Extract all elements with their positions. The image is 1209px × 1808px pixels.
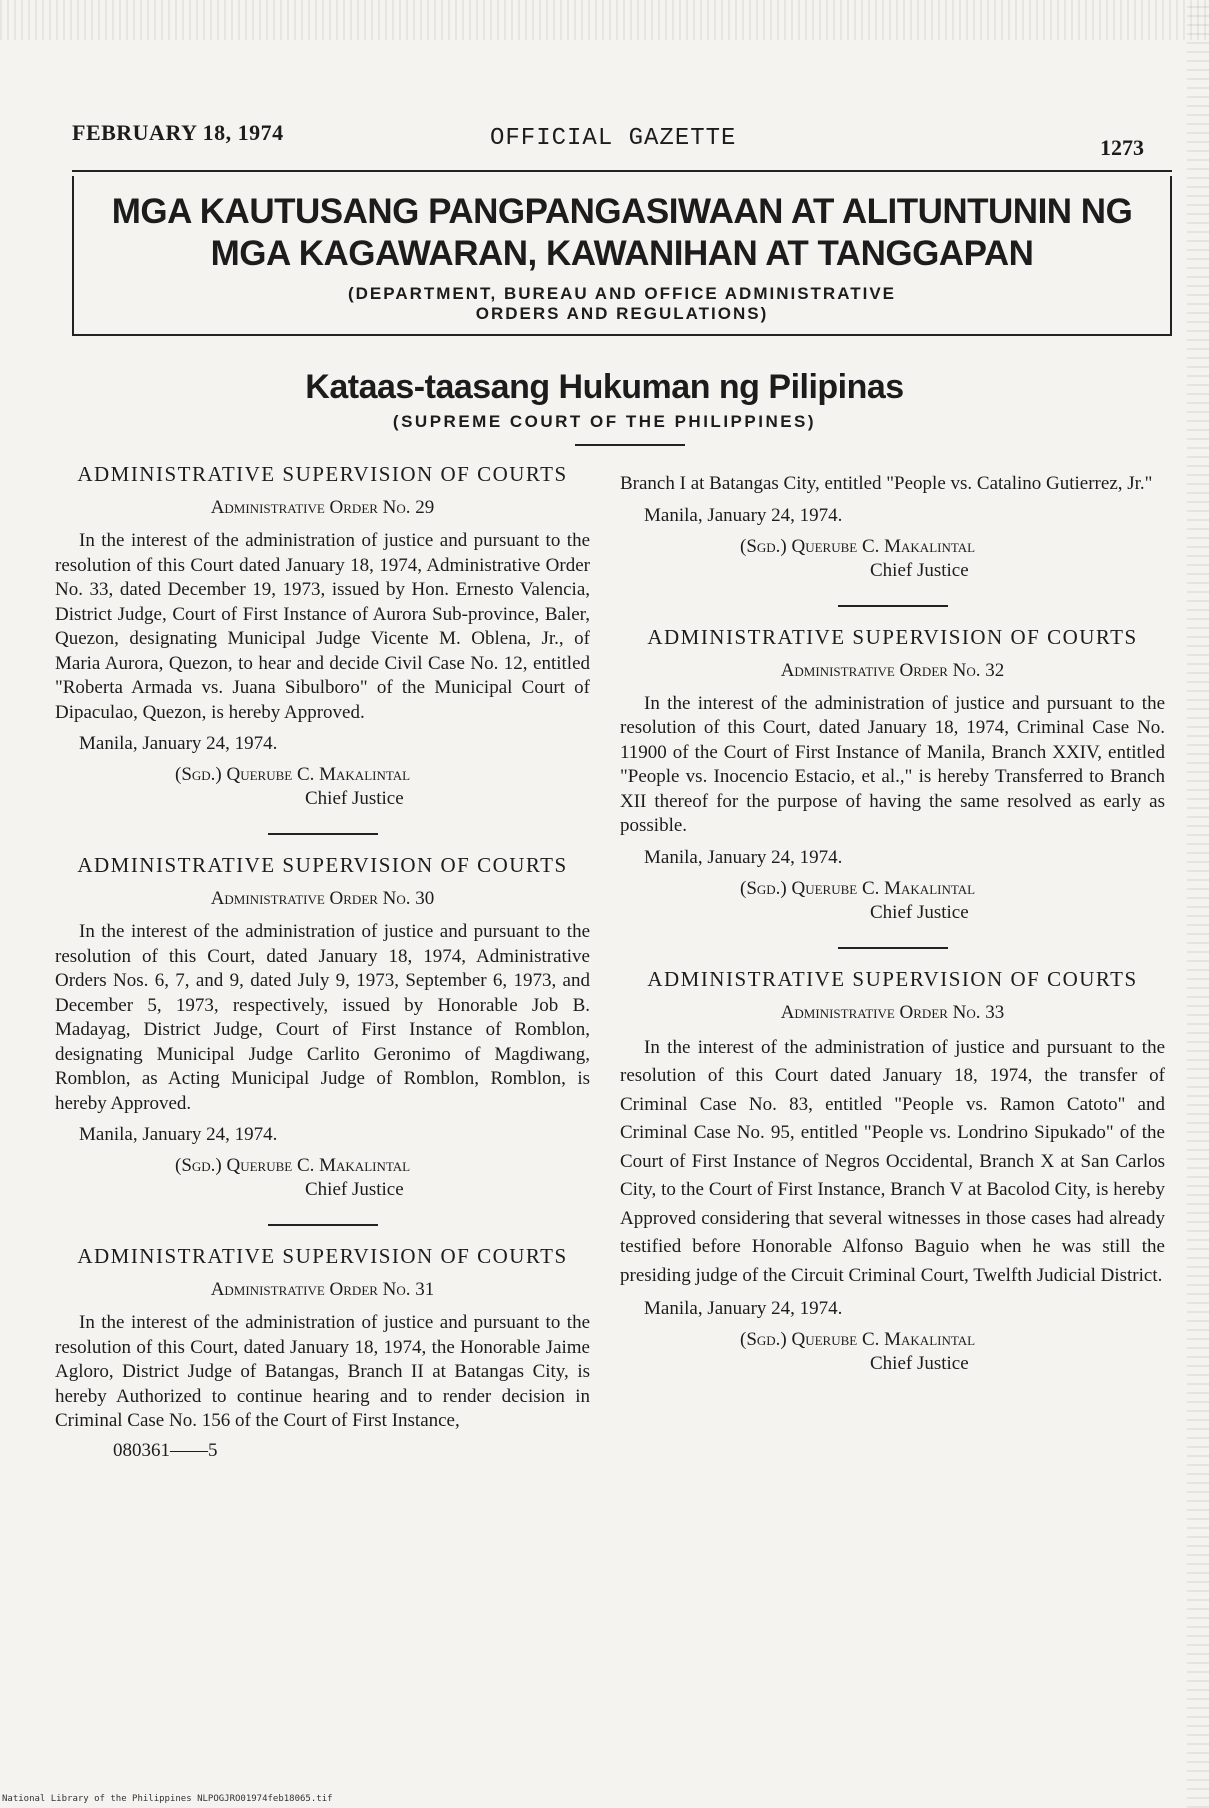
signature: (Sgd.) Querube C. Makalintal xyxy=(175,764,411,785)
order-number: Administrative Order No. 31 xyxy=(210,1279,435,1300)
order-number: Administrative Order No. 30 xyxy=(210,888,435,909)
printer-imprint: 080361——5 xyxy=(113,1439,218,1461)
order-heading: ADMINISTRATIVE SUPERVISION OF COURTS xyxy=(77,853,568,877)
order-body: In the interest of the administration of justice and pursuant to the resolution of this Court, dated January 18, 1974, Criminal Case No. 11900 of the Court of First Instance of Manila, Branch XXIV, entitled "People vs. Inocencio Estacio, et al.," is hereby Transferred to Branch XII thereof for the purpose of having the same resolved as early as possible. xyxy=(620,692,1165,836)
section-title-line-1: MGA KAUTUSANG PANGPANGASIWAAN AT ALITUNTUNIN NG xyxy=(111,192,1133,231)
section-subtitle-line-1: (DEPARTMENT, BUREAU AND OFFICE ADMINISTRATIVE xyxy=(347,284,897,303)
order-30 xyxy=(55,853,590,1202)
signatory-role: Chief Justice xyxy=(870,559,969,581)
page-number: 1273 xyxy=(1100,135,1144,160)
order-divider xyxy=(838,605,948,607)
signature: (Sgd.) Querube C. Makalintal xyxy=(740,535,976,557)
order-divider xyxy=(838,947,948,949)
signature: (Sgd.) Querube C. Makalintal xyxy=(740,1329,976,1350)
court-divider xyxy=(575,444,685,446)
order-body: In the interest of the administration of justice and pursuant to the resolution of this Court, dated January 18, 1974, Administrative Orders Nos. 6, 7, and 9, dated July 9, 1973, September 6, 1973, and December 5, 1973, respectively, issued by Honorable Job B. Madayag, District Judge, Court of First Instance of Romblon, designating Municipal Judge Carlito Geronimo of Magdiwang, Romblon, as Acting Municipal Judge of Romblon, Romblon, is hereby Approved. xyxy=(55,921,590,1114)
signatory-role: Chief Justice xyxy=(870,901,969,923)
section-title-box xyxy=(72,176,1172,336)
signatory-role: Chief Justice xyxy=(305,788,404,809)
order-31 xyxy=(55,1244,590,1462)
signature-block xyxy=(740,535,1165,583)
scan-noise-top xyxy=(0,0,1209,40)
order-heading: ADMINISTRATIVE SUPERVISION OF COURTS xyxy=(647,624,1138,649)
order-31-continued xyxy=(620,472,1165,583)
order-32 xyxy=(620,625,1165,925)
order-body: In the interest of the administration of justice and pursuant to the resolution of this Court dated January 18, 1974, Administrative Order No. 33, dated December 19, 1973, issued by Hon. Ernesto Valencia, District Judge, Court of First Instance of Aurora Sub-province, Baler, Quezon, designating Municipal Judge Vicente M. Oblena, Jr., of Maria Aurora, Quezon, to hear and decide Civil Case No. 12, entitled "Roberta Armada vs. Juana Sibulboro" of the Municipal Court of Dipaculao, Quezon, is hereby Approved. xyxy=(55,530,590,723)
publication-title: OFFICIAL GAZETTE xyxy=(490,125,737,152)
signatory-role: Chief Justice xyxy=(870,1353,969,1374)
order-heading: ADMINISTRATIVE SUPERVISION OF COURTS xyxy=(647,966,1138,991)
order-date: Manila, January 24, 1974. xyxy=(79,733,278,754)
signature: (Sgd.) Querube C. Makalintal xyxy=(175,1155,411,1176)
court-english-name: (SUPREME COURT OF THE PHILIPPINES) xyxy=(392,412,817,431)
scan-noise-right xyxy=(1187,0,1209,1808)
signature-block xyxy=(175,1154,590,1202)
signature-block xyxy=(175,763,590,811)
order-body-continuation: Branch I at Batangas City, entitled "People vs. Catalino Gutierrez, Jr." xyxy=(620,473,1153,494)
order-body: In the interest of the administration of justice and pursuant to the resolution of this Court, dated January 18, 1974, the Honorable Jaime Agloro, District Judge of Batangas, Branch II at Batangas City, is hereby Authorized to continue hearing and to render decision in Criminal Case No. 156 of the Court of First Instance, xyxy=(55,1312,590,1431)
order-date: Manila, January 24, 1974. xyxy=(644,1298,843,1319)
order-heading: ADMINISTRATIVE SUPERVISION OF COURTS xyxy=(77,1244,568,1268)
order-33 xyxy=(620,967,1165,1377)
order-date: Manila, January 24, 1974. xyxy=(79,1124,278,1145)
order-number: Administrative Order No. 33 xyxy=(780,1001,1005,1023)
signatory-role: Chief Justice xyxy=(305,1179,404,1200)
section-title-line-2: MGA KAGAWARAN, KAWANIHAN AT TANGGAPAN xyxy=(210,234,1034,273)
order-body: In the interest of the administration of justice and pursuant to the resolution of this Court dated January 18, 1974, the transfer of Criminal Case No. 83, entitled "People vs. Ramon Catoto" and Criminal Case No. 95, entitled "People vs. Londrino Sipukado" of the Court of First Instance of Negros Occidental, Branch X at San Carlos City, to the Court of First Instance, Branch V at Bacolod City, is hereby Approved considering that several witnesses in those cases had already testified before Honorable Alfonso Baguio when he was still the presiding judge of the Circuit Criminal Court, Twelfth Judicial District. xyxy=(620,1036,1165,1286)
signature-block xyxy=(740,1328,1165,1376)
issue-date: FEBRUARY 18, 1974 xyxy=(72,120,284,145)
order-divider xyxy=(268,833,378,835)
court-name: Kataas-taasang Hukuman ng Pilipinas xyxy=(305,368,904,406)
header-rule xyxy=(72,170,1172,172)
signature-block xyxy=(740,877,1165,925)
order-date: Manila, January 24, 1974. xyxy=(644,504,843,526)
section-subtitle-line-2: ORDERS AND REGULATIONS) xyxy=(475,304,769,323)
order-date: Manila, January 24, 1974. xyxy=(644,846,843,868)
order-number: Administrative Order No. 32 xyxy=(780,659,1005,681)
right-column xyxy=(620,472,1165,1376)
order-heading: ADMINISTRATIVE SUPERVISION OF COURTS xyxy=(77,462,568,486)
order-divider xyxy=(268,1224,378,1226)
archive-footer-note: National Library of the Philippines NLPOGJRO01974feb18065.tif xyxy=(2,1794,333,1804)
left-column xyxy=(55,462,590,1462)
order-29 xyxy=(55,462,590,811)
signature: (Sgd.) Querube C. Makalintal xyxy=(740,877,976,899)
order-number: Administrative Order No. 29 xyxy=(210,497,435,518)
